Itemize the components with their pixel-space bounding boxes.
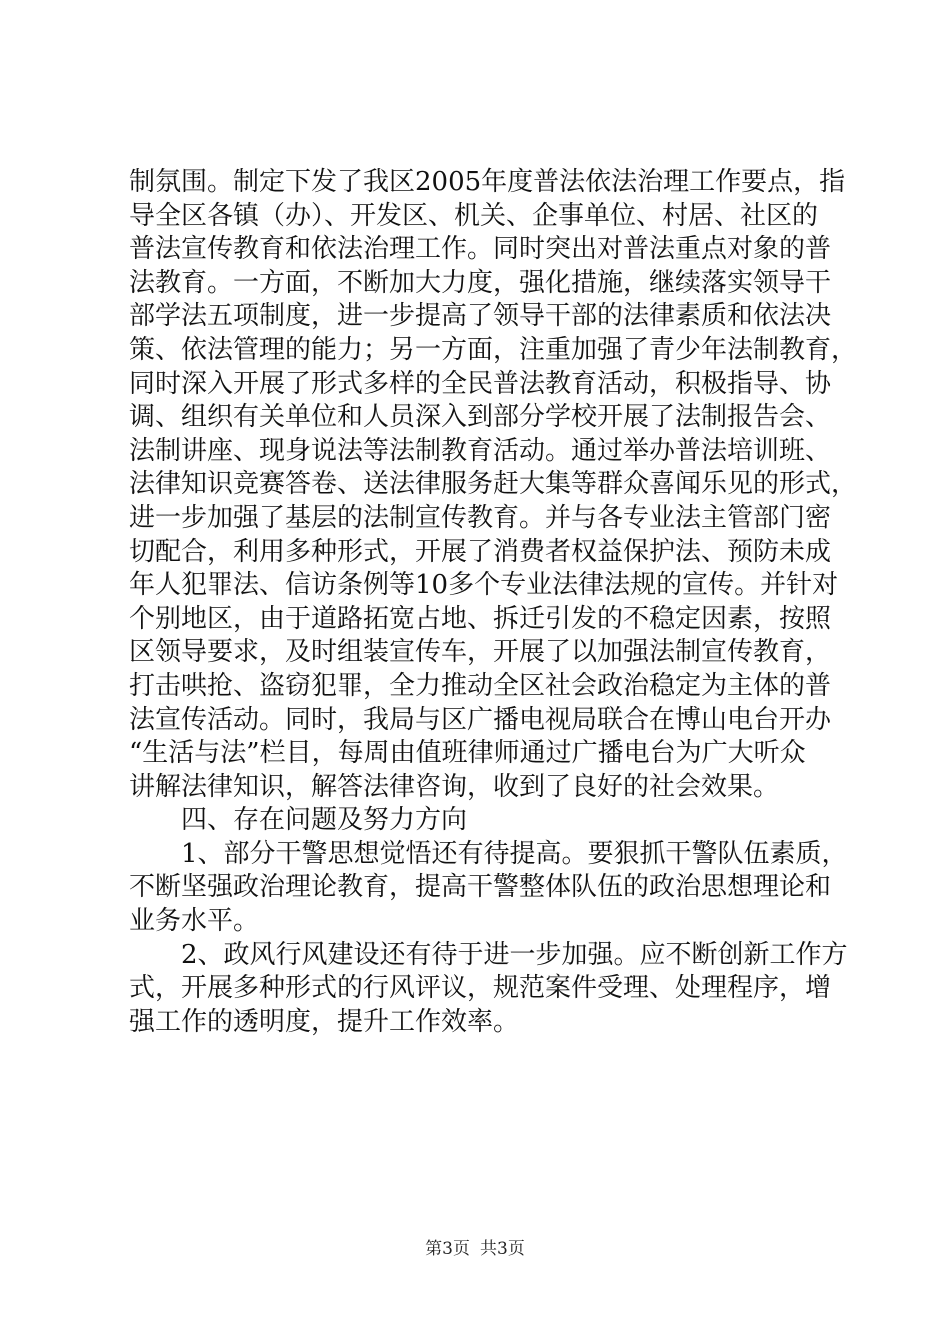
text-line: 法制讲座、现身说法等法制教育活动。通过举办普法培训班、 bbox=[129, 435, 832, 466]
text-line: 区领导要求，及时组装宣传车，开展了以加强法制宣传教育， bbox=[129, 637, 832, 668]
text-line: 策、依法管理的能力；另一方面，注重加强了青少年法制教育， bbox=[129, 334, 858, 365]
page-footer bbox=[0, 1238, 950, 1260]
text-line: 年人犯罪法、信访条例等10多个专业法律法规的宣传。并针对 bbox=[129, 570, 839, 601]
text-line: 进一步加强了基层的法制宣传教育。并与各专业法主管部门密 bbox=[129, 502, 832, 533]
text-line: 个别地区，由于道路拓宽占地、拆迁引发的不稳定因素，按照 bbox=[129, 603, 832, 634]
text-line: 制氛围。制定下发了我区2005年度普法依法治理工作要点，指 bbox=[129, 167, 846, 197]
text-line: 讲解法律知识，解答法律咨询，收到了良好的社会效果。 bbox=[129, 771, 780, 802]
text-line: 法宣传活动。同时，我局与区广播电视局联合在博山电台开办 bbox=[129, 704, 832, 735]
text-line: 普法宣传教育和依法治理工作。同时突出对普法重点对象的普 bbox=[129, 234, 832, 265]
text-line: 部学法五项制度，进一步提高了领导干部的法律素质和依法决 bbox=[129, 301, 832, 332]
text-line: 法教育。一方面，不断加大力度，强化措施，继续落实领导干 bbox=[129, 267, 832, 298]
text-line: 2、政风行风建设还有待于进一步加强。应不断创新工作方 bbox=[181, 939, 848, 970]
text-line: 强工作的透明度，提升工作效率。 bbox=[129, 1006, 520, 1037]
text-line: 式，开展多种形式的行风评议，规范案件受理、处理程序，增 bbox=[129, 973, 832, 1004]
text-line: 业务水平。 bbox=[129, 906, 260, 937]
text-line: “生活与法”栏目，每周由值班律师通过广播电台为广大听众 bbox=[129, 738, 806, 769]
text-line: 1、部分干警思想觉悟还有待提高。要狠抓干警队伍素质， bbox=[181, 838, 848, 869]
section-heading: 四、存在问题及努力方向 bbox=[181, 805, 468, 836]
page-number: 第3页 bbox=[425, 1239, 470, 1259]
text-line: 打击哄抢、盗窃犯罪，全力推动全区社会政治稳定为主体的普 bbox=[129, 670, 832, 701]
text-line: 同时深入开展了形式多样的全民普法教育活动，积极指导、协 bbox=[129, 368, 832, 399]
text-line: 调、组织有关单位和人员深入到部分学校开展了法制报告会、 bbox=[129, 402, 832, 433]
body-text bbox=[129, 166, 858, 1039]
page-total: 共3页 bbox=[480, 1239, 525, 1259]
text-line: 不断坚强政治理论教育，提高干警整体队伍的政治思想理论和 bbox=[129, 872, 832, 903]
text-line: 法律知识竞赛答卷、送法律服务赶大集等群众喜闻乐见的形式， bbox=[129, 469, 858, 500]
text-line: 导全区各镇（办）、开发区、机关、企事单位、村居、社区的 bbox=[129, 200, 819, 231]
text-line: 切配合，利用多种形式，开展了消费者权益保护法、预防未成 bbox=[129, 536, 832, 567]
